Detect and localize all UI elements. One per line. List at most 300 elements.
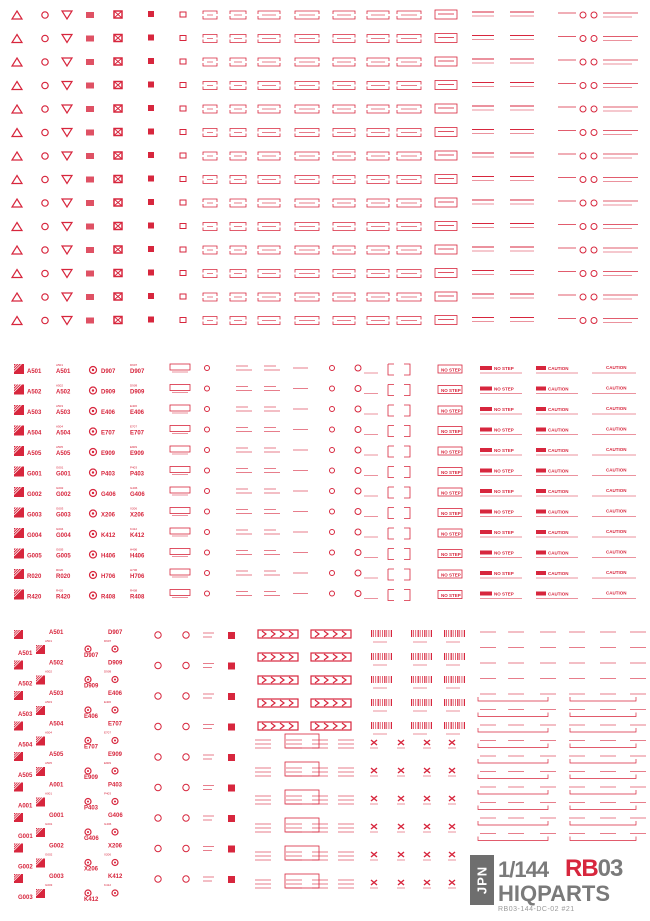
small-block [228,815,235,822]
unit-code-small: G005 [56,547,64,552]
cross-mark-icon [424,824,430,829]
warning-triangle-icon [12,270,22,278]
inverted-triangle-icon [62,35,72,43]
unit-code: A501 [18,651,33,657]
barcode-bar [391,676,392,683]
barcode-bar [451,653,452,660]
barcode-bar [384,630,385,637]
unit-code: K412 [108,874,123,880]
small-ring-icon [330,571,335,576]
inverted-triangle-icon [62,270,72,278]
walkway-chevron [280,723,284,729]
refuel-circle-icon [591,294,597,300]
corner-bracket [404,405,410,416]
barcode-bar [464,653,465,660]
barcode-bar [413,653,414,660]
no-step-text: NO STEP [441,449,461,455]
unit-code-small: A505 [56,445,64,449]
jpn-label: JPN [474,865,490,895]
walkway-chevron [324,723,328,729]
unit-code-small: G004 [56,527,64,531]
corner-bracket [404,590,410,601]
ring-icon [183,693,189,699]
walkway-band [311,676,351,684]
walkway-chevron [289,631,293,637]
warning-triangle-icon [12,82,22,90]
refuel-circle-icon [580,130,586,136]
barcode-bar [373,722,374,729]
target-ring-icon-dot [114,892,116,894]
warning-triangle-icon [12,11,22,19]
refuel-circle-icon [591,318,597,324]
walkway-chevron [271,677,275,683]
unit-code: K412 [130,533,145,539]
caution-plate [170,528,190,534]
barcode-bar [420,722,421,729]
barcode-bar [391,699,392,706]
caution-bar [536,387,546,391]
small-outline-block [180,106,186,111]
unit-code-small: A504 [56,424,64,429]
warning-triangle-icon [12,35,22,43]
target-ring-icon-dot [114,831,116,833]
unit-code: A505 [49,752,64,758]
barcode-bar [424,653,425,660]
marker-circle-icon [42,176,48,182]
barcode-bar [418,630,419,637]
data-frame [285,846,319,860]
cross-mark-icon [398,852,404,857]
caution-text: CAUTION [606,570,627,575]
barcode-bar [429,653,430,660]
barcode-bar [386,676,387,683]
barcode-bar [451,699,452,706]
target-ring-icon-dot [92,410,94,412]
walkway-chevron [315,654,319,660]
target-ring-icon-dot [114,648,116,650]
cross-mark-icon [371,796,377,801]
inverted-triangle-icon [62,11,72,19]
no-step-bar [480,448,492,452]
unit-code: R408 [130,594,145,601]
inverted-triangle-icon [62,152,72,160]
walkway-band [258,630,298,638]
barcode-bar [446,722,447,729]
barcode-bar [444,653,445,660]
target-ring-icon-dot [114,800,116,802]
barcode-bar [391,722,392,729]
cross-mark-icon [371,740,377,745]
barcode-bar [382,630,383,637]
walkway-chevron [280,700,284,706]
barcode-bar [386,653,387,660]
cross-mark-icon [449,880,455,885]
walkway-chevron [342,723,346,729]
barcode-bar [380,630,381,637]
walkway-chevron [289,700,293,706]
target-ring-icon-dot [92,369,94,371]
small-block [148,270,154,276]
small-outline-block [180,318,186,323]
barcode-bar [424,630,425,637]
barcode-bar [426,676,427,683]
stencil-bracket [570,744,636,748]
ring-icon [155,876,161,882]
barcode-bar [431,722,432,729]
unit-code: E406 [101,410,116,416]
small-outline-block [180,36,186,41]
marker-circle-icon [42,106,48,112]
cross-mark-icon [449,852,455,857]
barcode-bar [411,630,412,637]
small-ring-icon [205,591,210,596]
cross-mark-icon [424,768,430,773]
small-block [148,317,154,323]
barcode-bar [431,653,432,660]
unit-code: E909 [130,451,145,457]
caution-plate [170,426,190,432]
caution-plate [170,590,190,596]
warning-triangle-icon [12,199,22,207]
unit-code: G003 [49,874,64,880]
unit-code-small: A502 [56,383,64,388]
small-ring-icon [330,530,335,535]
no-step-bar [480,510,492,514]
unit-code-small: K412 [130,527,138,531]
refuel-circle-icon [591,271,597,277]
marker-circle-icon [42,247,48,253]
barcode-bar [448,722,449,729]
no-step-bar [480,489,492,493]
small-block [148,35,154,41]
caution-text: CAUTION [606,365,627,370]
unit-code: G005 [56,553,71,560]
inverted-triangle-icon [62,246,72,254]
barcode-bar [459,722,460,729]
walkway-chevron [315,723,319,729]
caution-text: CAUTION [548,550,569,556]
marker-circle-icon [42,35,48,41]
data-frame [285,762,319,776]
caution-block [86,59,94,65]
barcode-bar [418,722,419,729]
marker-circle-icon [42,317,48,323]
unit-code-small: H706 [130,568,138,572]
cross-box-x [114,11,122,18]
small-ring-icon [330,448,335,453]
unit-code: A501 [56,369,71,375]
no-step-text: NO STEP [441,429,461,434]
no-step-text: NO STEP [441,593,461,598]
ring-icon [155,815,161,821]
refuel-circle-icon [580,59,586,65]
no-step-text: NO STEP [494,489,514,494]
unit-code: G004 [27,533,42,539]
corner-bracket [404,426,410,437]
barcode-bar [422,630,423,637]
small-block [228,754,235,761]
caution-block [86,83,94,89]
barcode-bar [378,699,379,706]
target-ring-icon-dot [87,739,89,741]
stencil-bracket [478,744,548,748]
marker-circle-icon [42,12,48,18]
small-ring-icon [330,550,335,555]
small-ring-icon [205,571,210,576]
walkway-chevron [271,654,275,660]
stencil-bracket [478,790,548,794]
target-ring-icon-dot [92,533,94,535]
corner-bracket [404,446,410,457]
small-ring-icon [205,530,210,535]
barcode-bar [453,722,454,729]
barcode-bar [453,699,454,706]
small-block [228,846,235,853]
small-block [148,105,154,111]
caution-bar [536,366,546,370]
stencil-bracket [570,790,636,794]
cross-mark-icon [371,880,377,885]
small-ring-icon [355,406,361,412]
unit-code: A503 [18,712,33,718]
unit-code-small: E707 [104,730,112,735]
small-outline-block [180,271,186,276]
data-frame [285,818,319,832]
unit-code: G002 [27,492,42,498]
target-ring-icon-dot [87,648,89,650]
corner-bracket [388,426,394,437]
ring-icon [183,723,189,729]
small-outline-block [180,177,186,182]
unit-code: G001 [56,471,71,478]
walkway-chevron [333,700,337,706]
unit-code: A502 [49,660,64,667]
label-frame [435,128,457,137]
brand-logo [470,855,646,917]
barcode-bar [457,630,458,637]
ring-icon [155,723,161,729]
refuel-circle-icon [580,200,586,206]
label-frame [435,222,457,231]
unit-code: K412 [101,533,116,539]
unit-code: X206 [108,843,123,850]
barcode-bar [371,699,372,706]
small-outline-block [180,130,186,135]
unit-code-small: P403 [130,465,138,470]
barcode-bar [422,699,423,706]
target-ring-icon-dot [87,800,89,802]
cross-mark-icon [398,768,404,773]
unit-code: D907 [108,630,123,636]
marker-circle-icon [42,223,48,229]
walkway-band [311,699,351,707]
small-ring-icon [330,509,335,514]
refuel-circle-icon [591,177,597,183]
small-ring-icon [355,509,361,515]
barcode-bar [375,699,376,706]
unit-code-small: R020 [56,568,64,572]
unit-code-small: K412 [104,883,112,887]
barcode-bar [464,630,465,637]
small-ring-icon [355,365,361,371]
no-step-text: NO STEP [441,490,461,496]
label-frame [435,34,457,43]
inverted-triangle-icon [62,199,72,207]
refuel-circle-icon [591,83,597,89]
barcode-bar [444,722,445,729]
small-outline-block [180,83,186,88]
barcode-bar [384,653,385,660]
marker-circle-icon [42,294,48,300]
barcode-bar [380,653,381,660]
unit-code: K412 [84,897,99,903]
unit-code-small: R408 [130,588,138,593]
barcode-bar [457,653,458,660]
small-block [148,152,154,158]
small-outline-block [180,153,186,158]
label-frame [435,175,457,184]
barcode-bar [459,653,460,660]
caution-text: CAUTION [606,508,627,514]
no-step-text: NO STEP [441,552,461,557]
cross-mark-icon [398,740,404,745]
barcode-bar [380,722,381,729]
stencil-bracket [570,713,636,717]
caution-plate [170,569,190,575]
small-ring-icon [330,386,335,391]
unit-code-small: E909 [130,445,138,449]
refuel-circle-icon [591,247,597,253]
label-frame [435,57,457,66]
inverted-triangle-icon [62,105,72,113]
barcode-bar [386,722,387,729]
corner-bracket [388,467,394,478]
series-label [565,855,622,883]
barcode-bar [384,722,385,729]
no-step-text: NO STEP [494,448,514,453]
no-step-bar [480,366,492,370]
cross-box-x [114,35,122,42]
caution-text: CAUTION [606,549,627,555]
small-ring-icon [205,509,210,514]
cross-box-x [114,82,122,89]
inverted-triangle-icon [62,293,72,301]
barcode-bar [375,630,376,637]
barcode-bar [391,630,392,637]
barcode-bar [373,676,374,683]
stencil-bracket [570,759,636,763]
barcode-bar [429,676,430,683]
unit-code-small: G001 [56,465,64,470]
small-ring-icon [205,448,210,453]
refuel-circle-icon [591,106,597,112]
small-ring-icon [330,407,335,412]
unit-code: X206 [130,512,145,519]
barcode-bar [415,699,416,706]
walkway-chevron [271,723,275,729]
refuel-circle-icon [580,177,586,183]
target-ring-icon-dot [114,709,116,711]
barcode-bar [426,630,427,637]
cross-mark-icon [424,880,430,885]
refuel-circle-icon [591,59,597,65]
refuel-circle-icon [580,318,586,324]
unit-code: A501 [27,369,42,375]
small-block [148,176,154,182]
no-step-bar [480,469,492,473]
small-block [148,293,154,299]
barcode-bar [462,630,463,637]
caution-text: CAUTION [548,448,569,453]
barcode-bar [446,630,447,637]
ring-icon [155,662,161,668]
ring-icon [183,784,189,790]
target-ring-icon-dot [92,594,94,596]
unit-code-small: G003 [45,883,53,887]
barcode-bar [371,676,372,683]
barcode-bar [424,676,425,683]
unit-code-small: G406 [130,486,138,490]
barcode-bar [464,676,465,683]
walkway-chevron [289,654,293,660]
stencil-bracket [478,759,548,763]
no-step-bar [480,571,492,575]
walkway-chevron [342,631,346,637]
unit-code: A505 [18,773,33,779]
unit-code: A502 [56,389,71,396]
caution-bar [536,551,546,555]
caution-block [86,130,94,136]
unit-code: X206 [84,866,99,873]
small-block [148,11,154,17]
barcode-bar [380,699,381,706]
caution-bar [536,469,546,473]
marker-circle-icon [42,200,48,206]
refuel-circle-icon [591,36,597,42]
small-ring-icon [205,407,210,412]
unit-code: G406 [101,492,116,498]
unit-code-small: H406 [130,547,138,552]
barcode-bar [455,630,456,637]
caution-block [86,247,94,253]
label-frame [435,81,457,90]
stencil-bracket [570,821,636,825]
scale-label: 1/144 [498,857,549,882]
walkway-band [311,630,351,638]
warning-triangle-icon [12,58,22,66]
label-frame [435,151,457,160]
cross-mark-icon [424,796,430,801]
marker-circle-icon [42,59,48,65]
no-step-text: NO STEP [441,408,461,414]
barcode-bar [444,676,445,683]
barcode-bar [389,699,390,706]
small-block [228,663,235,670]
walkway-chevron [324,700,328,706]
barcode-bar [448,630,449,637]
unit-code-small: D909 [104,669,112,674]
data-frame [285,874,319,888]
caution-text: CAUTION [606,447,627,452]
ring-icon [183,815,189,821]
cross-mark-icon [449,824,455,829]
unit-code-small: A503 [45,700,53,704]
barcode-bar [411,653,412,660]
small-block [148,199,154,205]
cross-mark-icon [449,740,455,745]
barcode-bar [453,653,454,660]
walkway-chevron [262,677,266,683]
